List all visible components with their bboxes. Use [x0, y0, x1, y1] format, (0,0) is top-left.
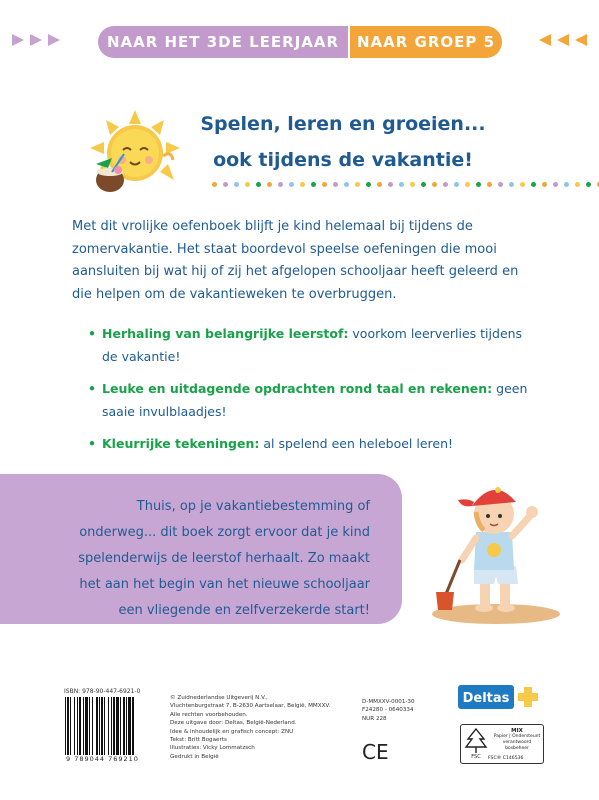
divider-dot	[366, 182, 371, 187]
feature-item	[88, 432, 528, 455]
svg-text:FSC: FSC	[471, 754, 481, 759]
divider-dot	[509, 182, 514, 187]
right-arrows-decoration	[539, 34, 587, 46]
left-arrows-decoration	[12, 34, 60, 46]
imprint-line: Alle rechten voorbehouden.	[170, 711, 248, 718]
fsc-tree-icon	[464, 727, 488, 759]
divider-dot	[322, 182, 327, 187]
feature-item	[88, 377, 528, 423]
divider-dot	[410, 182, 415, 187]
divider-dot	[564, 182, 569, 187]
deltas-logo	[458, 685, 538, 709]
divider-dot	[465, 182, 470, 187]
divider-dot	[256, 182, 261, 187]
divider-dot	[234, 182, 239, 187]
deltas-logo-text: Deltas	[462, 691, 510, 706]
fsc-line-1: Papier | Ondersteunt	[493, 734, 541, 739]
divider-dot	[212, 182, 217, 187]
feature-highlight: Herhaling van belangrijke leerstof:	[102, 326, 349, 341]
imprint-line: Illustraties: Vicky Lommatzsch	[170, 745, 255, 752]
info-panel-text: Thuis, op je vakantiebestemming of onderweg... dit boek zorgt ervoor dat je kind spelenderwijs de leerstof herhaalt. Zo maakt het aan het begin van het nieuwe schooljaar een vliegende en zelfverzekerde start!	[78, 499, 370, 618]
divider-dot	[399, 182, 404, 187]
fsc-text	[492, 728, 542, 752]
feature-item	[88, 322, 528, 368]
imprint-line: Vluchtenburgstraat 7, B-2630 Aartselaar, België, MMXXV.	[170, 703, 331, 710]
imprint-line: Deze uitgave door: Deltas, België-Nederland.	[170, 720, 297, 727]
divider-dot	[542, 182, 547, 187]
feature-text: geen saaie invulblaadjes!	[102, 381, 528, 419]
grade-label-netherlands: NAAR GROEP 5	[350, 26, 502, 58]
divider-dot	[377, 182, 382, 187]
headline-line-2: ook tijdens de vakantie!	[213, 149, 473, 171]
feature-text: al spelend een heleboel leren!	[259, 436, 454, 451]
imprint-line: Idee & inhoudelijk en grafisch concept: ZNU	[170, 728, 294, 735]
divider-dot	[498, 182, 503, 187]
imprint-line: Tekst: Britt Bogaerts	[170, 737, 227, 744]
isbn-label: ISBN: 978-90-447-6921-0	[64, 688, 141, 695]
divider-dot	[432, 182, 437, 187]
feature-highlight: Kleurrijke tekeningen:	[102, 436, 260, 451]
divider-dot	[267, 182, 272, 187]
sun-illustration	[80, 108, 190, 208]
divider-dot	[355, 182, 360, 187]
imprint-block	[170, 694, 350, 761]
divider-dot	[245, 182, 250, 187]
fsc-line-2: verantwoord bosbeheer	[502, 740, 532, 751]
headline-line-1: Spelen, leren en groeien...	[200, 113, 486, 135]
barcode-number: 9 789044 769210	[66, 755, 139, 763]
dot-divider	[212, 182, 599, 187]
divider-dot	[454, 182, 459, 187]
product-codes	[362, 698, 415, 723]
divider-dot	[300, 182, 305, 187]
fsc-code: FSC® C146536	[488, 756, 524, 761]
code-line: NUR 228	[362, 715, 387, 722]
divider-dot	[421, 182, 426, 187]
feature-list	[88, 322, 528, 464]
fsc-mix: MIX	[511, 728, 523, 734]
divider-dot	[278, 182, 283, 187]
ce-mark: CE	[362, 740, 389, 764]
divider-dot	[311, 182, 316, 187]
code-line: F24280 - 0640334	[362, 707, 414, 714]
divider-dot	[553, 182, 558, 187]
divider-dot	[344, 182, 349, 187]
intro-paragraph: Met dit vrolijke oefenboek blijft je kind helemaal bij tijdens de zomervakantie. Het staat boordevol speelse oefeningen die mooi aansluiten bij wat hij of zij het afgelopen schooljaar heeft geleerd en die helpen om de vakantieweken te overbruggen.	[72, 219, 519, 302]
feature-highlight: Leuke en uitdagende opdrachten rond taal en rekenen:	[102, 381, 493, 396]
divider-dot	[333, 182, 338, 187]
divider-dot	[531, 182, 536, 187]
divider-dot	[487, 182, 492, 187]
divider-dot	[388, 182, 393, 187]
divider-dot	[575, 182, 580, 187]
divider-dot	[520, 182, 525, 187]
headline	[198, 106, 488, 178]
grade-label-belgium: NAAR HET 3DE LEERJAAR	[98, 26, 348, 58]
imprint-line: © Zuidnederlandse Uitgeverij N.V.,	[170, 695, 268, 701]
divider-dot	[443, 182, 448, 187]
divider-dot	[223, 182, 228, 187]
divider-dot	[586, 182, 591, 187]
imprint-line: Gedrukt in België	[170, 753, 219, 760]
code-line: D-MMXXV-0001-30	[362, 699, 415, 705]
child-with-shovel-illustration	[418, 476, 568, 626]
divider-dot	[476, 182, 481, 187]
feature-text: voorkom leerverlies tijdens de vakantie!	[102, 326, 523, 364]
divider-dot	[289, 182, 294, 187]
barcode-image	[64, 697, 160, 757]
